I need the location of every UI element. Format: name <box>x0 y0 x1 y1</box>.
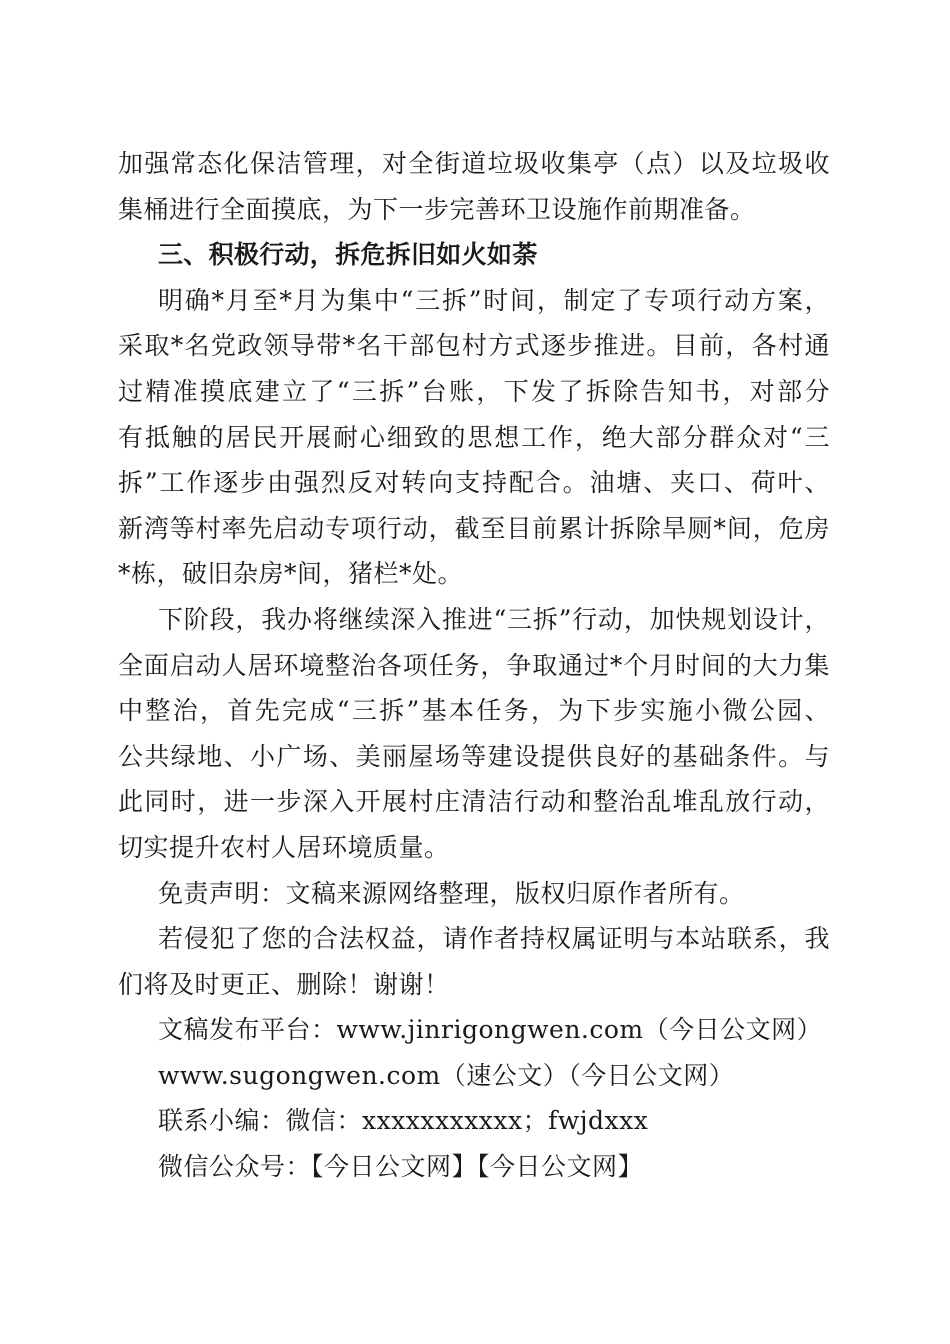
website-text: www.sugongwen.com（速公文）（今日公文网） <box>158 1060 735 1090</box>
paragraph-demolition <box>118 278 830 597</box>
paragraph-line: 下阶段，我办将继续深入推进“三拆”行动，加快规划设计， <box>158 604 830 634</box>
paragraph-line: 此同时，进一步深入开展村庄清洁行动和整治乱堆乱放行动， <box>118 787 830 817</box>
paragraph-line: 拆”工作逐步由强烈反对转向支持配合。油塘、夹口、荷叶、 <box>118 468 830 498</box>
paragraph-line: 加强常态化保洁管理，对全街道垃圾收集亭（点）以及垃圾收 <box>118 149 830 178</box>
paragraph-line: 全面启动人居环境整治各项任务，争取通过*个月时间的大力集 <box>118 650 830 680</box>
paragraph-line: 公共绿地、小广场、美丽屋场等建设提供良好的基础条件。与 <box>118 741 830 771</box>
paragraph-line: 采取*名党政领导带*名干部包村方式逐步推进。目前，各村通 <box>118 331 830 361</box>
paragraph-line: 中整治，首先完成“三拆”基本任务，为下步实施小微公园、 <box>118 696 830 726</box>
paragraph-sanitation <box>118 141 830 232</box>
paragraph-next-phase <box>118 597 830 871</box>
paragraph-line: 们将及时更正、删除！谢谢！ <box>118 969 450 999</box>
publish-platform-text: 文稿发布平台：www.jinrigongwen.com（今日公文网） <box>158 1015 823 1045</box>
paragraph-line: 集桶进行全面摸底，为下一步完善环卫设施作前期准备。 <box>118 194 756 224</box>
paragraph-line: 切实提升农村人居环境质量。 <box>118 832 450 862</box>
paragraph-line: 有抵触的居民开展耐心细致的思想工作，绝大部分群众对“三 <box>118 422 830 452</box>
paragraph-line: 若侵犯了您的合法权益，请作者持权属证明与本站联系，我 <box>158 924 830 954</box>
wechat-account-text: 微信公众号：【今日公文网】【今日公文网】 <box>158 1152 644 1182</box>
document-page <box>118 141 830 1190</box>
disclaimer-text: 免责声明：文稿来源网络整理，版权归原作者所有。 <box>158 878 745 908</box>
contact-text: 联系小编：微信：xxxxxxxxxxx；fwjdxxx <box>158 1106 649 1136</box>
paragraph-line: 过精准摸底建立了“三拆”台账，下发了拆除告知书，对部分 <box>118 376 830 406</box>
paragraph-line: *栋，破旧杂房*间，猪栏*处。 <box>118 559 464 589</box>
paragraph-line: 新湾等村率先启动专项行动，截至目前累计拆除旱厕*间，危房 <box>118 513 830 543</box>
paragraph-line: 明确*月至*月为集中“三拆”时间，制定了专项行动方案， <box>158 285 830 315</box>
infringement-notice <box>118 916 830 1007</box>
section-heading-3: 三、积极行动，拆危拆旧如火如荼 <box>158 240 538 270</box>
